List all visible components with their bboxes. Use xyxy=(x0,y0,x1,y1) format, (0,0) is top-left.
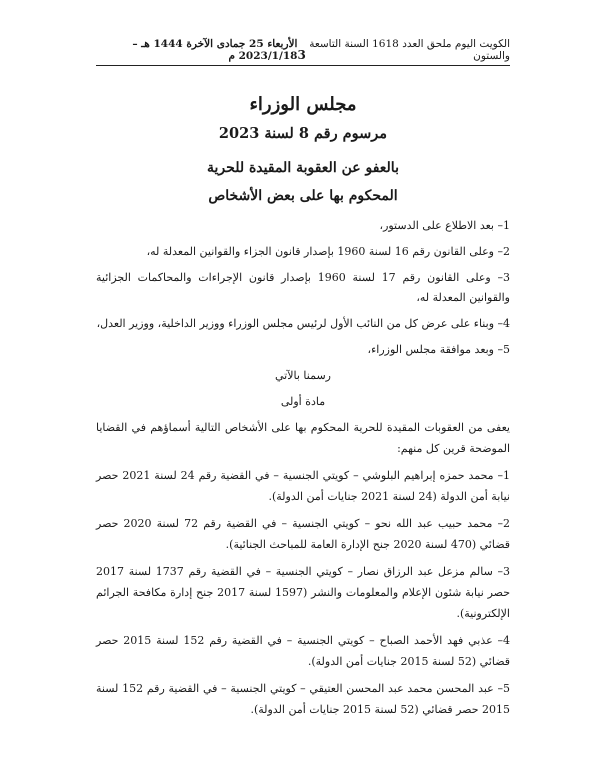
list-item: 5– عبد المحسن محمد عبد المحسن العتيقي – كويتي الجنسية – في القضية رقم 152 لسنة 2015 حصر قضائي (52 لسنة 2015 جنايات أمن الدولة). xyxy=(96,682,510,716)
preamble-item: 2– وعلى القانون رقم 16 لسنة 1960 بإصدار قانون الجزاء والقوانين المعدلة له، xyxy=(146,245,510,258)
page-number: 3 xyxy=(297,48,306,62)
preamble-item: 1– بعد الاطلاع على الدستور، xyxy=(379,219,510,232)
decreed-line: رسمنا بالآتي xyxy=(275,369,331,382)
page-header xyxy=(96,38,510,66)
list-item: 3– سالم مزعل عبد الرزاق نصار – كويتي الجنسية – في القضية رقم 1737 لسنة 2017 حصر نيابة شئون الإعلام والمعلومات والنشر (1597 لسنة 2017 جنح إدارة مكافحة الجرائم الإلكترونية). xyxy=(96,565,510,620)
preamble-item: 4– وبناء على عرض كل من النائب الأول لرئيس مجلس الوزراء ووزير الداخلية، ووزير العدل، xyxy=(96,317,510,330)
list-item: 1– محمد حمزه إبراهيم البلوشي – كويتي الجنسية – في القضية رقم 24 لسنة 2021 حصر نيابة أمن الدولة (24 لسنة 2021 جنايات أمن الدولة). xyxy=(96,469,511,503)
page-title: مجلس الوزراء xyxy=(249,94,357,115)
decree-title: مرسوم رقم 8 لسنة 2023 xyxy=(218,125,388,142)
article-text: يعفى من العقوبات المقيدة للحرية المحكوم بها على الأشخاص التالية أسماؤهم في القضايا الموضحة قرين كل منهم: xyxy=(96,421,510,455)
subject-line-1: بالعفو عن العقوبة المقيدة للحرية xyxy=(207,160,399,176)
preamble-item: 3– وعلى القانون رقم 17 لسنة 1960 بإصدار قانون الإجراءات والمحاكمات الجزائية والقوانين المعدلة له، xyxy=(96,271,510,304)
header-date: الأربعاء 25 جمادى الآخرة 1444 هـ – 2023/1/18 م xyxy=(132,38,298,62)
header-issue: الكويت اليوم ملحق العدد 1618 السنة التاسعة والستون xyxy=(309,38,510,62)
persons-list xyxy=(96,465,510,720)
subject-line-2: المحكوم بها على بعض الأشخاص xyxy=(208,188,398,204)
preamble xyxy=(96,216,510,360)
list-item: 2– محمد حبيب عبد الله نحو – كويتي الجنسية – في القضية رقم 72 لسنة 2020 حصر قضائي (470 لسنة 2020 جنح الإدارة العامة للمباحث الجنائية). xyxy=(96,517,511,551)
list-item: 4– عذبي فهد الأحمد الصباح – كويتي الجنسية – في القضية رقم 152 لسنة 2015 حصر قضائي (52 لسنة 2015 جنايات أمن الدولة). xyxy=(96,634,511,668)
preamble-item: 5– وبعد موافقة مجلس الوزراء، xyxy=(367,343,510,356)
article-title: مادة أولى xyxy=(280,395,326,408)
